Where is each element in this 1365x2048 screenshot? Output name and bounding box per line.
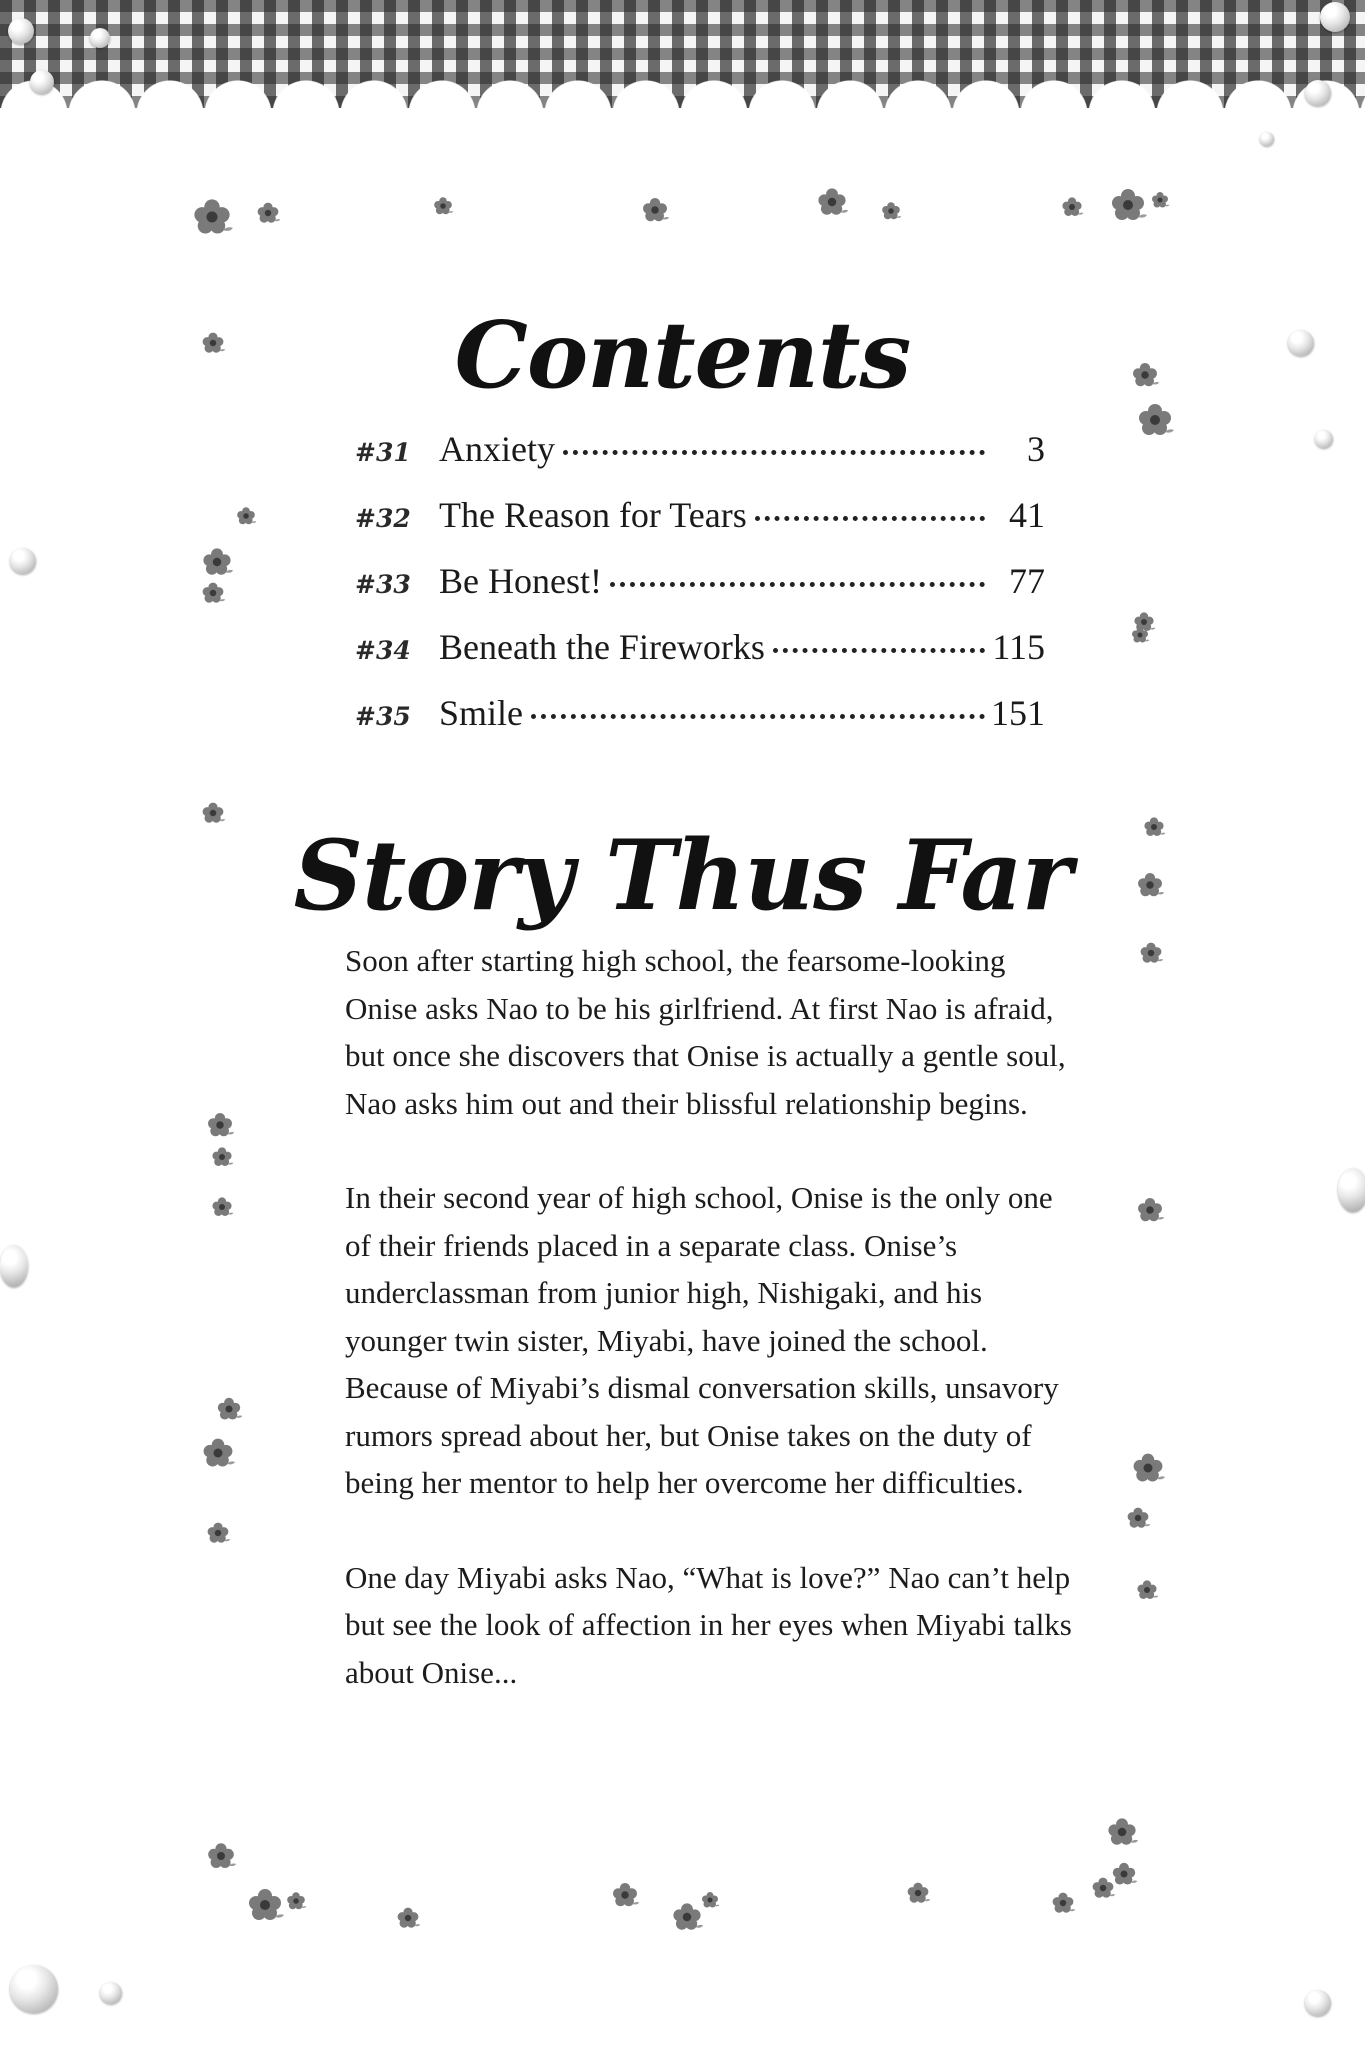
chapter-title: Beneath the Fireworks — [439, 627, 765, 667]
table-of-contents — [355, 428, 1045, 758]
flower-icon — [815, 185, 849, 219]
toc-entry — [355, 692, 1045, 758]
chapter-number: #33 — [355, 570, 411, 599]
pearl-icon — [10, 548, 36, 574]
flower-icon — [205, 1520, 231, 1546]
story-paragraph: One day Miyabi asks Nao, “What is love?” Nao can’t help but see the look of affection in her eyes when Miyabi talks about Onise... — [345, 1559, 1072, 1690]
flower-icon — [670, 1900, 704, 1934]
flower-icon — [285, 1890, 307, 1912]
chapter-title: Anxiety — [439, 429, 555, 469]
story-paragraph: Soon after starting high school, the fearsome-looking Onise asks Nao to be his girlfriend. At first Nao is afraid, but once she discovers that Onise is actually a gentle soul, Nao asks him out and their blissful relationship begins. — [345, 943, 1066, 1121]
flower-icon — [395, 1905, 421, 1931]
flower-icon — [1125, 1505, 1151, 1531]
flower-icon — [200, 580, 226, 606]
flower-icon — [1108, 185, 1148, 225]
flower-icon — [1135, 1578, 1159, 1602]
flower-icon — [1130, 1450, 1166, 1486]
toc-entry — [355, 428, 1045, 494]
flower-icon — [1050, 1890, 1076, 1916]
flower-icon — [245, 1885, 285, 1925]
chapter-title: Smile — [439, 693, 524, 733]
flower-icon — [880, 200, 902, 222]
chapter-number: #34 — [355, 636, 411, 665]
pearl-icon — [100, 1982, 122, 2004]
flower-icon — [215, 1395, 243, 1423]
chapter-page: 115 — [992, 627, 1045, 667]
pearl-icon — [1338, 1168, 1365, 1212]
flower-icon — [1060, 195, 1084, 219]
flower-icon — [210, 1195, 234, 1219]
flower-icon — [235, 505, 257, 527]
flower-icon — [905, 1880, 931, 1906]
toc-entry — [355, 626, 1045, 692]
chapter-page: 77 — [1009, 561, 1045, 601]
flower-icon — [200, 1435, 236, 1471]
flower-icon — [640, 195, 670, 225]
flower-icon — [205, 1840, 237, 1872]
story-heading: Story Thus Far — [293, 819, 1072, 932]
chapter-number: #31 — [355, 438, 411, 467]
flower-icon — [200, 545, 234, 579]
chapter-page: 41 — [1009, 495, 1045, 535]
toc-entry — [355, 494, 1045, 560]
pearl-icon — [90, 28, 110, 48]
flower-icon — [432, 195, 454, 217]
pearl-icon — [1260, 132, 1274, 146]
chapter-number: #32 — [355, 504, 411, 533]
chapter-number: #35 — [355, 702, 411, 731]
chapter-page: 151 — [991, 693, 1045, 733]
scallop-edge — [0, 58, 1365, 114]
dot-leader — [610, 582, 985, 587]
contents-heading: Contents — [454, 301, 911, 409]
flower-icon — [210, 1145, 234, 1169]
dot-leader — [531, 714, 985, 719]
pearl-icon — [8, 18, 34, 44]
pearl-icon — [1315, 430, 1333, 448]
dot-leader — [773, 648, 985, 653]
flower-icon — [700, 1890, 720, 1910]
pearl-icon — [1320, 2, 1350, 32]
flower-icon — [1138, 940, 1164, 966]
flower-icon — [190, 195, 234, 239]
story-paragraph: In their second year of high school, Onise is the only one of their friends placed in a separate class. Onise’s underclassman from junior high, Nishigaki, and his younger twin sister, Miyabi, have joined the school. Because of Miyabi’s dismal conversation skills, unsavory rumors spread about her, but Onise takes on the duty of being her mentor to help her overcome her difficulties. — [345, 1180, 1059, 1500]
pearl-icon — [1305, 1990, 1331, 2016]
chapter-page: 3 — [1027, 429, 1045, 469]
story-summary — [345, 937, 1075, 1743]
pearl-icon — [30, 70, 54, 94]
flower-icon — [255, 200, 281, 226]
flower-icon — [1110, 1860, 1138, 1888]
pearl-icon — [10, 1965, 58, 2013]
flower-icon — [205, 1110, 235, 1140]
pearl-icon — [1305, 80, 1331, 106]
pearl-icon — [0, 1245, 28, 1287]
flower-icon — [1150, 190, 1170, 210]
flower-icon — [1105, 1815, 1139, 1849]
toc-entry — [355, 560, 1045, 626]
flower-icon — [610, 1880, 640, 1910]
chapter-title: The Reason for Tears — [439, 495, 747, 535]
flower-icon — [1135, 1195, 1165, 1225]
dot-leader — [755, 516, 985, 521]
chapter-title: Be Honest! — [439, 561, 602, 601]
flower-icon — [1130, 625, 1150, 645]
dot-leader — [563, 450, 985, 455]
